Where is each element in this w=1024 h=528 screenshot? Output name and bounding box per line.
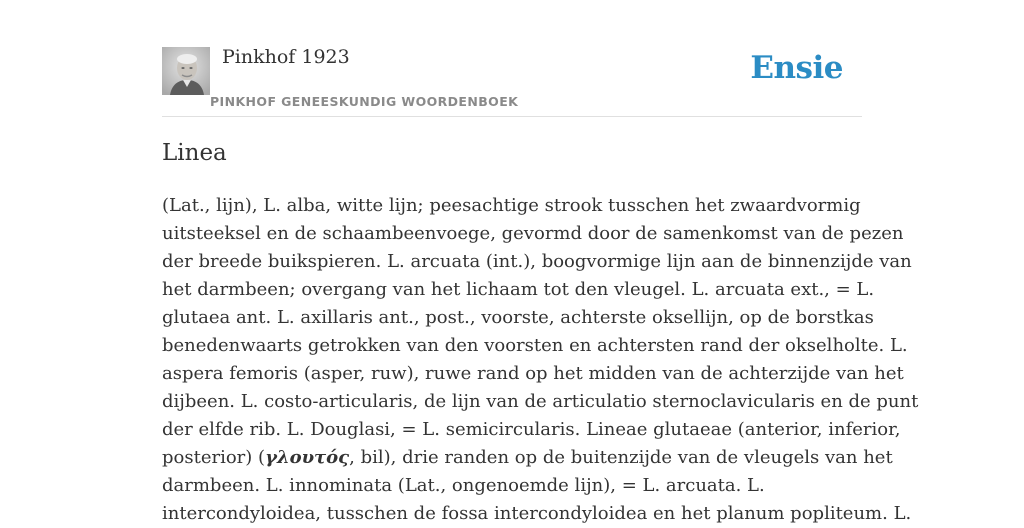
body-line: het darmbeen; overgang van het lichaam tot den vleugel. L. arcuata ext., = L. bbox=[162, 279, 875, 300]
greek-word: γλουτός bbox=[265, 447, 350, 468]
body-line: (Lat., lijn), L. alba, witte lijn; peesachtige strook tusschen het zwaardvormig bbox=[162, 195, 861, 216]
body-text-segment: posterior) ( bbox=[162, 447, 266, 468]
ensie-logo[interactable]: Ensie bbox=[750, 50, 843, 86]
author-name[interactable]: Pinkhof 1923 bbox=[222, 46, 350, 68]
body-line: intercondyloidea, tusschen de fossa intercondyloidea en het planum popliteum. L. bbox=[162, 503, 912, 524]
body-line: darmbeen. L. innominata (Lat., ongenoemde lijn), = L. arcuata. L. bbox=[162, 475, 765, 496]
article-body bbox=[162, 192, 919, 528]
body-text-segment: , bil), drie randen op de buitenzijde van de vleugels van het bbox=[349, 447, 893, 468]
body-line: dijbeen. L. costo-articularis, de lijn van de articulatio sternoclavicularis en de punt bbox=[162, 391, 919, 412]
source-name[interactable]: PINKHOF GENEESKUNDIG WOORDENBOEK bbox=[210, 94, 519, 109]
body-line: der breede buikspieren. L. arcuata (int.), boogvormige lijn aan de binnenzijde van bbox=[162, 251, 912, 272]
article-page bbox=[162, 0, 919, 524]
body-line: uitsteeksel en de schaambeenvoege, gevormd door de samenkomst van de pezen bbox=[162, 223, 904, 244]
article-title: Linea bbox=[162, 140, 227, 166]
author-avatar[interactable] bbox=[162, 47, 210, 95]
body-line-greek bbox=[162, 444, 893, 472]
body-line: der elfde rib. L. Douglasi, = L. semicircularis. Lineae glutaeae (anterior, inferior, bbox=[162, 419, 901, 440]
body-line: glutaea ant. L. axillaris ant., post., voorste, achterste oksellijn, op de borstkas bbox=[162, 307, 874, 328]
article-header bbox=[162, 0, 862, 117]
portrait-icon bbox=[162, 47, 210, 95]
body-line: aspera femoris (asper, ruw), ruwe rand op het midden van de achterzijde van het bbox=[162, 363, 904, 384]
body-line: benedenwaarts getrokken van den voorsten en achtersten rand der okselholte. L. bbox=[162, 335, 908, 356]
